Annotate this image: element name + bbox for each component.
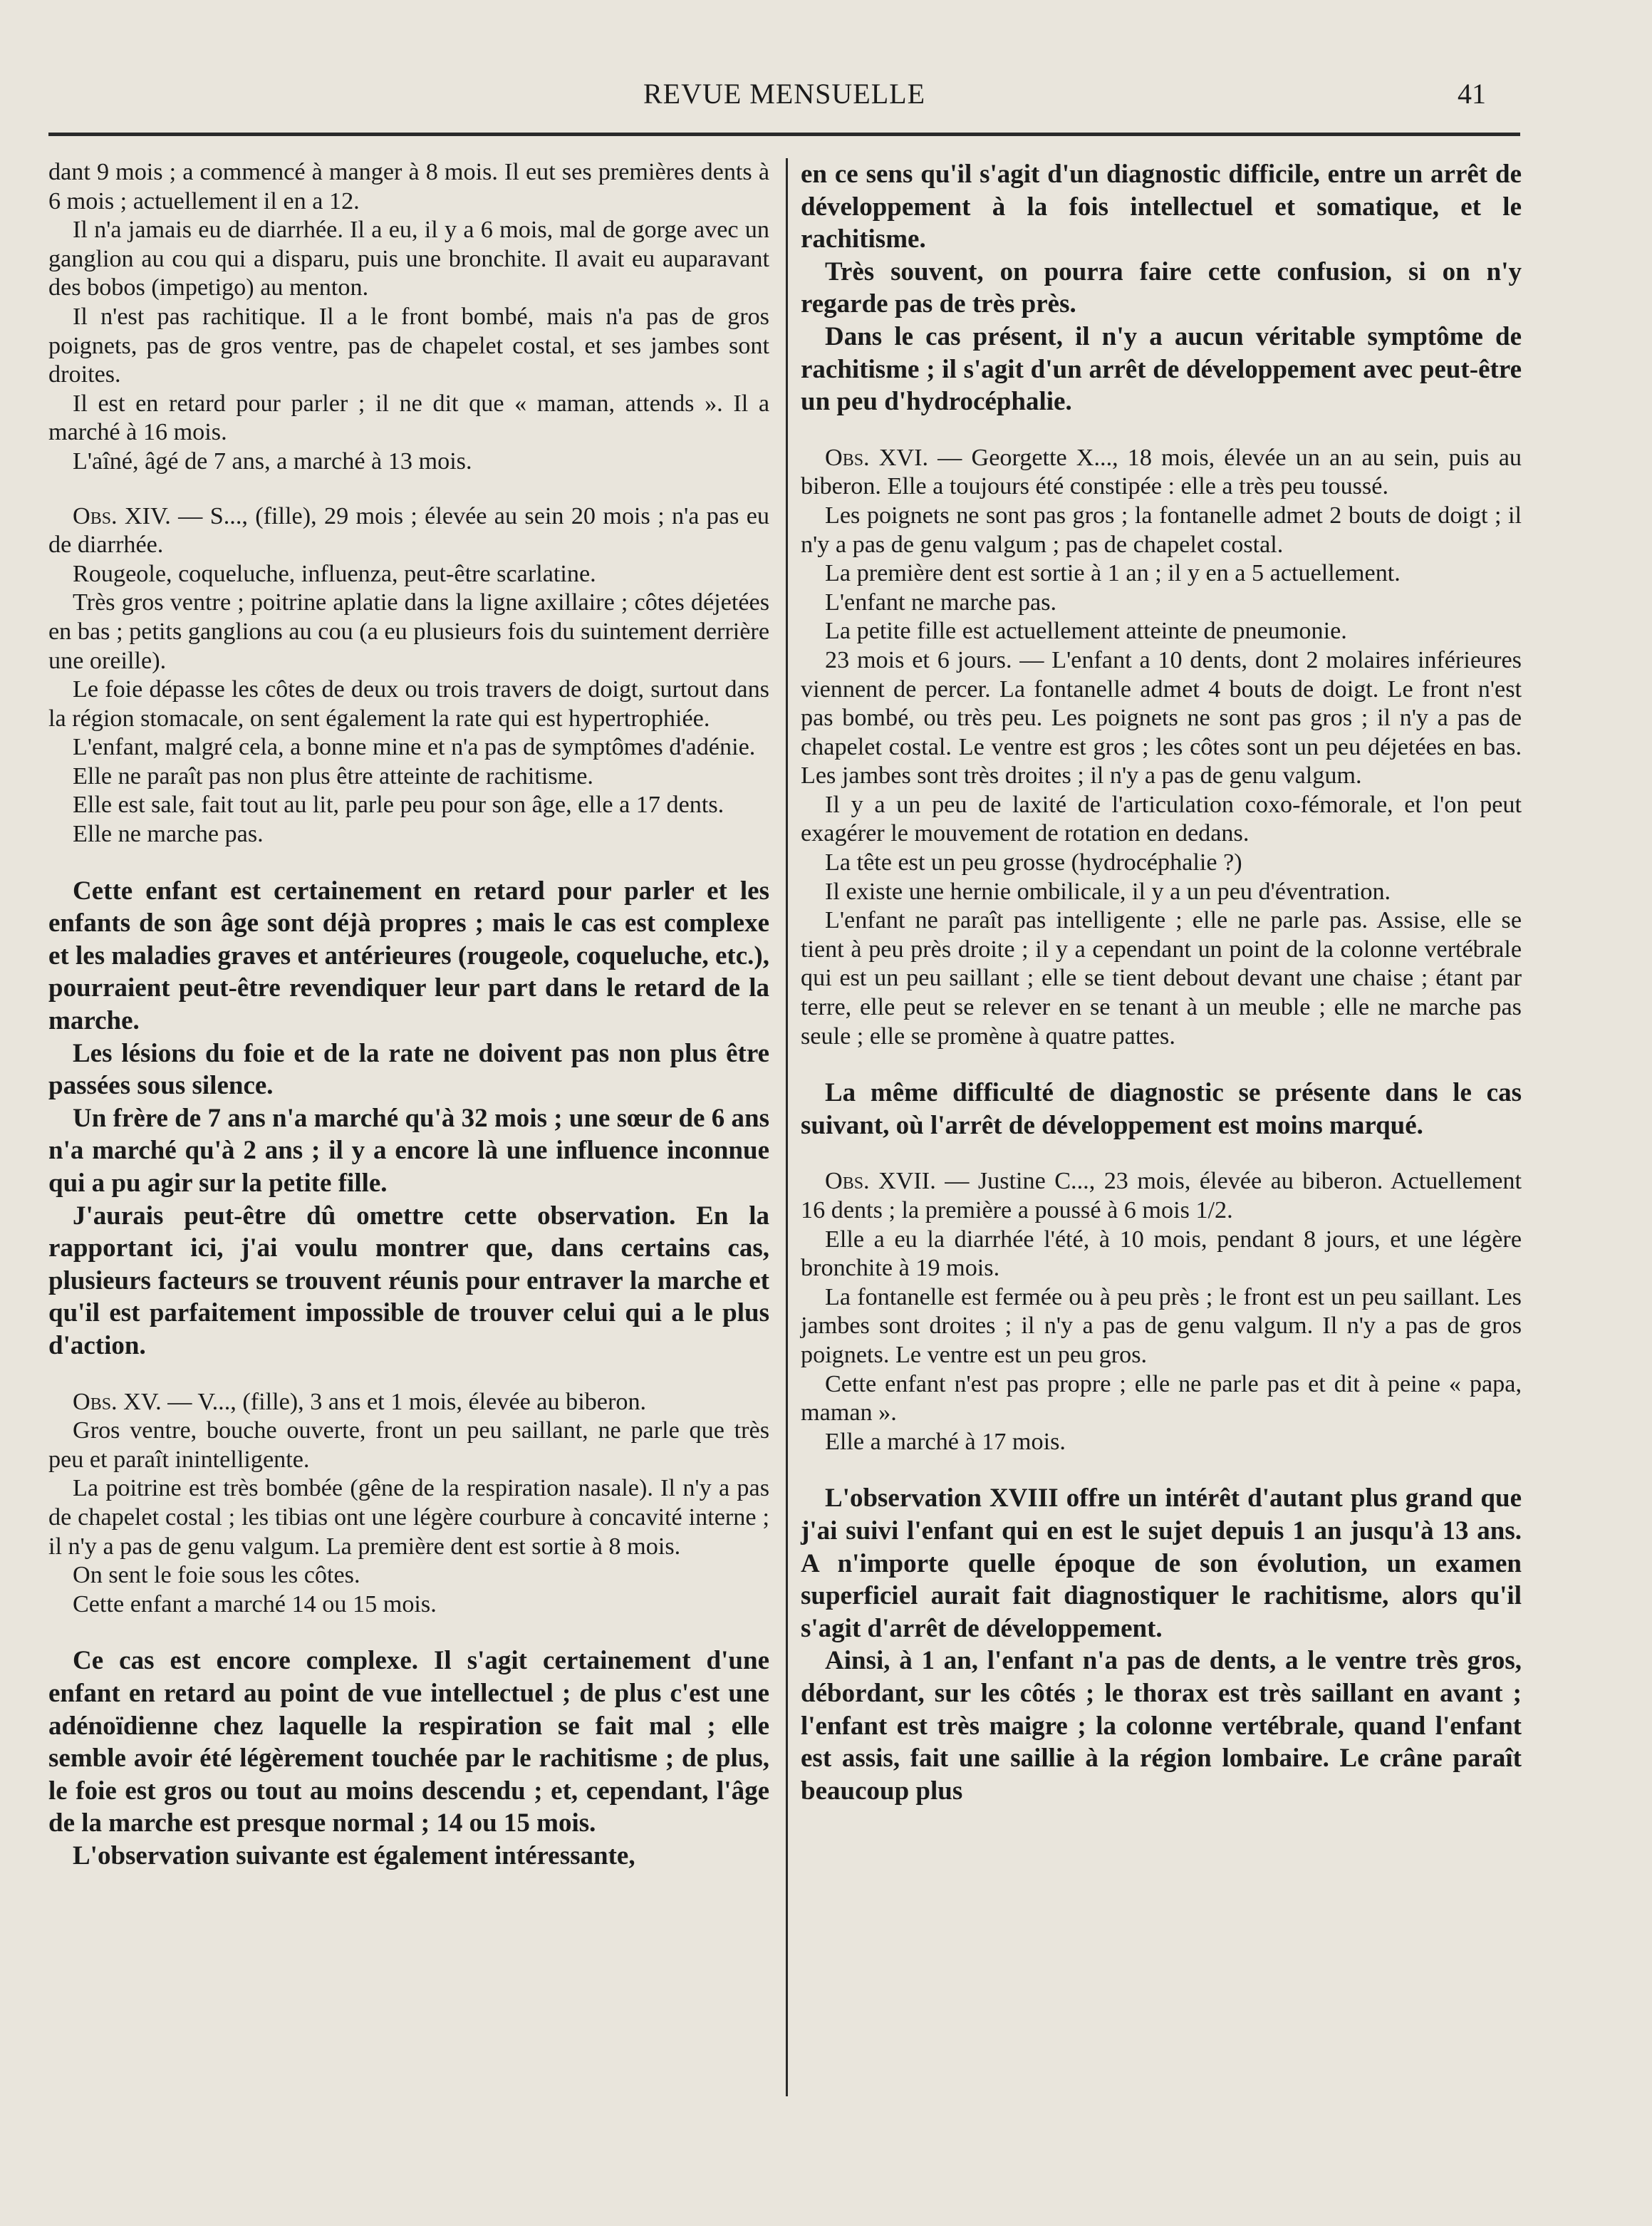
obs13-continuation (48, 158, 769, 477)
paragraph: Ainsi, à 1 an, l'enfant n'a pas de dents, a le ventre très gros, débordant, sur les côtés ; le thorax est très saillant en avant ; l'enfant est très maigre ; la colonne vertébrale, quand l'enfant est assis, fait une saillie à la région lombaire. Le crâne paraît beaucoup plus (801, 1646, 1522, 1806)
paragraph: L'enfant ne paraît pas intelligente ; elle ne parle pas. Assise, elle se tient à peu près droite ; il y a cependant un point de la colonne vertébrale qui est un peu saillant ; elle se tient debout devant une chaise ; étant par terre, elle peut se relever en se tenant à un meuble ; elle ne marche pas seule ; elle se promène à quatre pattes. (801, 907, 1522, 1050)
paragraph: Cette enfant est certainement en retard pour parler et les enfants de son âge sont déjà propres ; mais le cas est complexe et les maladies graves et antérieures (rougeole, coqueluche, etc.), pourraient peut-être revendiquer leur part dans le retard de la marche. (48, 876, 769, 1036)
paragraph: Un frère de 7 ans n'a marché qu'à 32 mois ; une sœur de 6 ans n'a marché qu'à 2 ans ; il y a encore là une influence inconnue qui a pu agir sur la petite fille. (48, 1103, 769, 1198)
observation-label: Obs. XV. (73, 1388, 162, 1415)
paragraph: L'enfant, malgré cela, a bonne mine et n'a pas de symptômes d'adénie. (73, 734, 756, 761)
commentary-14 (48, 875, 769, 1362)
paragraph: Obs. XIV. — S..., (fille), 29 mois ; élevée au sein 20 mois ; n'a pas eu de diarrhée. (48, 502, 769, 559)
paragraph: La poitrine est très bombée (gêne de la respiration nasale). Il n'y a pas de chapelet costal ; les tibias ont une légère courbure à concavité interne ; il n'y a pas de genu valgum. La première dent est sortie à 8 mois. (48, 1475, 769, 1560)
paragraph: Il est en retard pour parler ; il ne dit que « maman, attends ». Il a marché à 16 mois. (48, 390, 769, 446)
paragraph: Cette enfant n'est pas propre ; elle ne parle pas et dit à peine « papa, maman ». (801, 1370, 1522, 1427)
observation-16 (801, 444, 1522, 1051)
paragraph: Il n'a jamais eu de diarrhée. Il a eu, il y a 6 mois, mal de gorge avec un ganglion au cou qui a disparu, puis une bronchite. Il avait eu auparavant des bobos (impetigo) au menton. (48, 217, 769, 301)
paragraph: Les poignets ne sont pas gros ; la fontanelle admet 2 bouts de doigt ; il n'y a pas de genu valgum ; pas de chapelet costal. (801, 502, 1522, 558)
paragraph: J'aurais peut-être dû omettre cette observation. En la rapportant ici, j'ai voulu montrer que, dans certains cas, plusieurs facteurs se trouvent réunis pour entraver la marche et qu'il est parfaitement impossible de trouver celui qui a le plus d'action. (48, 1201, 769, 1360)
paragraph: Les lésions du foie et de la rate ne doivent pas non plus être passées sous silence. (48, 1038, 769, 1101)
paragraph: La fontanelle est fermée ou à peu près ; le front est un peu saillant. Les jambes sont droites ; il n'y a pas de genu valgum. Il n'y a pas de gros poignets. Le ventre est un peu gros. (801, 1283, 1522, 1368)
paragraph: Très souvent, on pourra faire cette confusion, si on n'y regarde pas de très près. (801, 257, 1522, 319)
commentary-16 (801, 1077, 1522, 1142)
paragraph: Gros ventre, bouche ouverte, front un peu saillant, ne parle que très peu et paraît inintelligente. (48, 1417, 769, 1473)
paragraph: L'aîné, âgé de 7 ans, a marché à 13 mois. (73, 447, 472, 475)
header-rule (48, 133, 1520, 136)
paragraph: Très gros ventre ; poitrine aplatie dans la ligne axillaire ; côtes déjetées en bas ; petits ganglions au cou (a eu plusieurs fois du suintement derrière une oreille). (48, 589, 769, 674)
paragraph: La première dent est sortie à 1 an ; il y en a 5 actuellement. (825, 560, 1401, 587)
running-header (48, 77, 1520, 120)
paragraph: Obs. XV. — V..., (fille), 3 ans et 1 mois, élevée au biberon. (73, 1388, 647, 1415)
paragraph: Ce cas est encore complexe. Il s'agit certainement d'une enfant en retard au point de vue intellectuel ; de plus c'est une adénoïdienne chez laquelle la respiration se fait mal ; elle semble avoir été légèrement touchée par le rachitisme ; de plus, le foie est gros ou tout au moins descendu ; et, cependant, l'âge de la marche est presque normal ; 14 ou 15 mois. (48, 1646, 769, 1838)
paragraph: en ce sens qu'il s'agit d'un diagnostic difficile, entre un arrêt de développement à la fois intellectuel et somatique, et le rachitisme. (801, 160, 1522, 254)
paragraph: L'observation suivante est également intéressante, (73, 1841, 635, 1870)
paragraph: Dans le cas présent, il n'y a aucun véritable symptôme de rachitisme ; il s'agit d'un arrêt de développement avec peut-être un peu d'hydrocéphalie. (801, 321, 1522, 417)
right-column (801, 158, 1522, 1807)
left-column (48, 158, 769, 1872)
journal-title: REVUE MENSUELLE (643, 78, 926, 110)
observation-label: Obs. XVI. (825, 444, 929, 471)
commentary-15 (48, 1645, 769, 1872)
paragraph: Elle est sale, fait tout au lit, parle peu pour son âge, elle a 17 dents. (73, 792, 724, 819)
paragraph: La même difficulté de diagnostic se présente dans le cas suivant, où l'arrêt de développement est moins marqué. (801, 1078, 1522, 1140)
observation-15 (48, 1388, 769, 1620)
paragraph: Elle a eu la diarrhée l'été, à 10 mois, pendant 8 jours, et une légère bronchite à 19 mois. (801, 1226, 1522, 1282)
paragraph: Il n'est pas rachitique. Il a le front bombé, mais n'a pas de gros poignets, pas de gros ventre, pas de chapelet costal, et ses jambes sont droites. (48, 303, 769, 388)
page-number: 41 (1458, 78, 1486, 110)
observation-label: Obs. XVII. (825, 1168, 936, 1195)
paragraph: Le foie dépasse les côtes de deux ou trois travers de doigt, surtout dans la région stomacale, on sent également la rate qui est hypertrophiée. (48, 676, 769, 732)
paragraph: Elle a marché à 17 mois. (825, 1428, 1066, 1455)
commentary-continuation (801, 158, 1522, 418)
paragraph: On sent le foie sous les côtes. (73, 1562, 360, 1589)
paragraph: La petite fille est actuellement atteinte de pneumonie. (825, 618, 1347, 645)
paragraph: Obs. XVII. — Justine C..., 23 mois, élevée au biberon. Actuellement 16 dents ; la première a poussé à 6 mois 1/2. (801, 1168, 1522, 1223)
paragraph: 23 mois et 6 jours. — L'enfant a 10 dents, dont 2 molaires inférieures viennent de percer. La fontanelle admet 4 bouts de doigt. Le front n'est pas bombé, ou très peu. Les poignets ne sont pas gros ; il n'y a pas de chapelet costal. Le ventre est gros ; les côtes sont un peu déjetées en bas. Les jambes sont très droites ; il n'y a pas de genu valgum. (801, 646, 1522, 790)
observation-label: Obs. XIV. (73, 502, 171, 529)
paragraph: Il existe une hernie ombilicale, il y a un peu d'éventration. (825, 878, 1391, 905)
paragraph: dant 9 mois ; a commencé à manger à 8 mois. Il eut ses premières dents à 6 mois ; actuellement il en a 12. (48, 159, 769, 214)
paragraph: L'observation XVIII offre un intérêt d'autant plus grand que j'ai suivi l'enfant qui en est le sujet depuis 1 an jusqu'à 13 ans. A n'importe quelle époque de son évolution, un examen superficiel aurait fait diagnostiquer le rachitisme, alors qu'il s'agit d'arrêt de développement. (801, 1484, 1522, 1643)
paragraph: Rougeole, coqueluche, influenza, peut-être scarlatine. (73, 560, 596, 587)
paragraph: Elle ne marche pas. (73, 821, 264, 848)
paragraph: Obs. XVI. — Georgette X..., 18 mois, élevée un an au sein, puis au biberon. Elle a toujours été constipée : elle a très peu toussé. (801, 444, 1522, 500)
commentary-17 (801, 1482, 1522, 1807)
observation-17 (801, 1167, 1522, 1456)
paragraph: Elle ne paraît pas non plus être atteinte de rachitisme. (73, 762, 593, 790)
column-divider (786, 158, 788, 2096)
paragraph: Cette enfant a marché 14 ou 15 mois. (73, 1590, 437, 1617)
paragraph: La tête est un peu grosse (hydrocéphalie ?) (825, 849, 1242, 876)
paragraph: L'enfant ne marche pas. (825, 589, 1057, 616)
observation-14 (48, 502, 769, 849)
paragraph: Il y a un peu de laxité de l'articulation coxo-fémorale, et l'on peut exagérer le mouvement de rotation en dedans. (801, 791, 1522, 847)
